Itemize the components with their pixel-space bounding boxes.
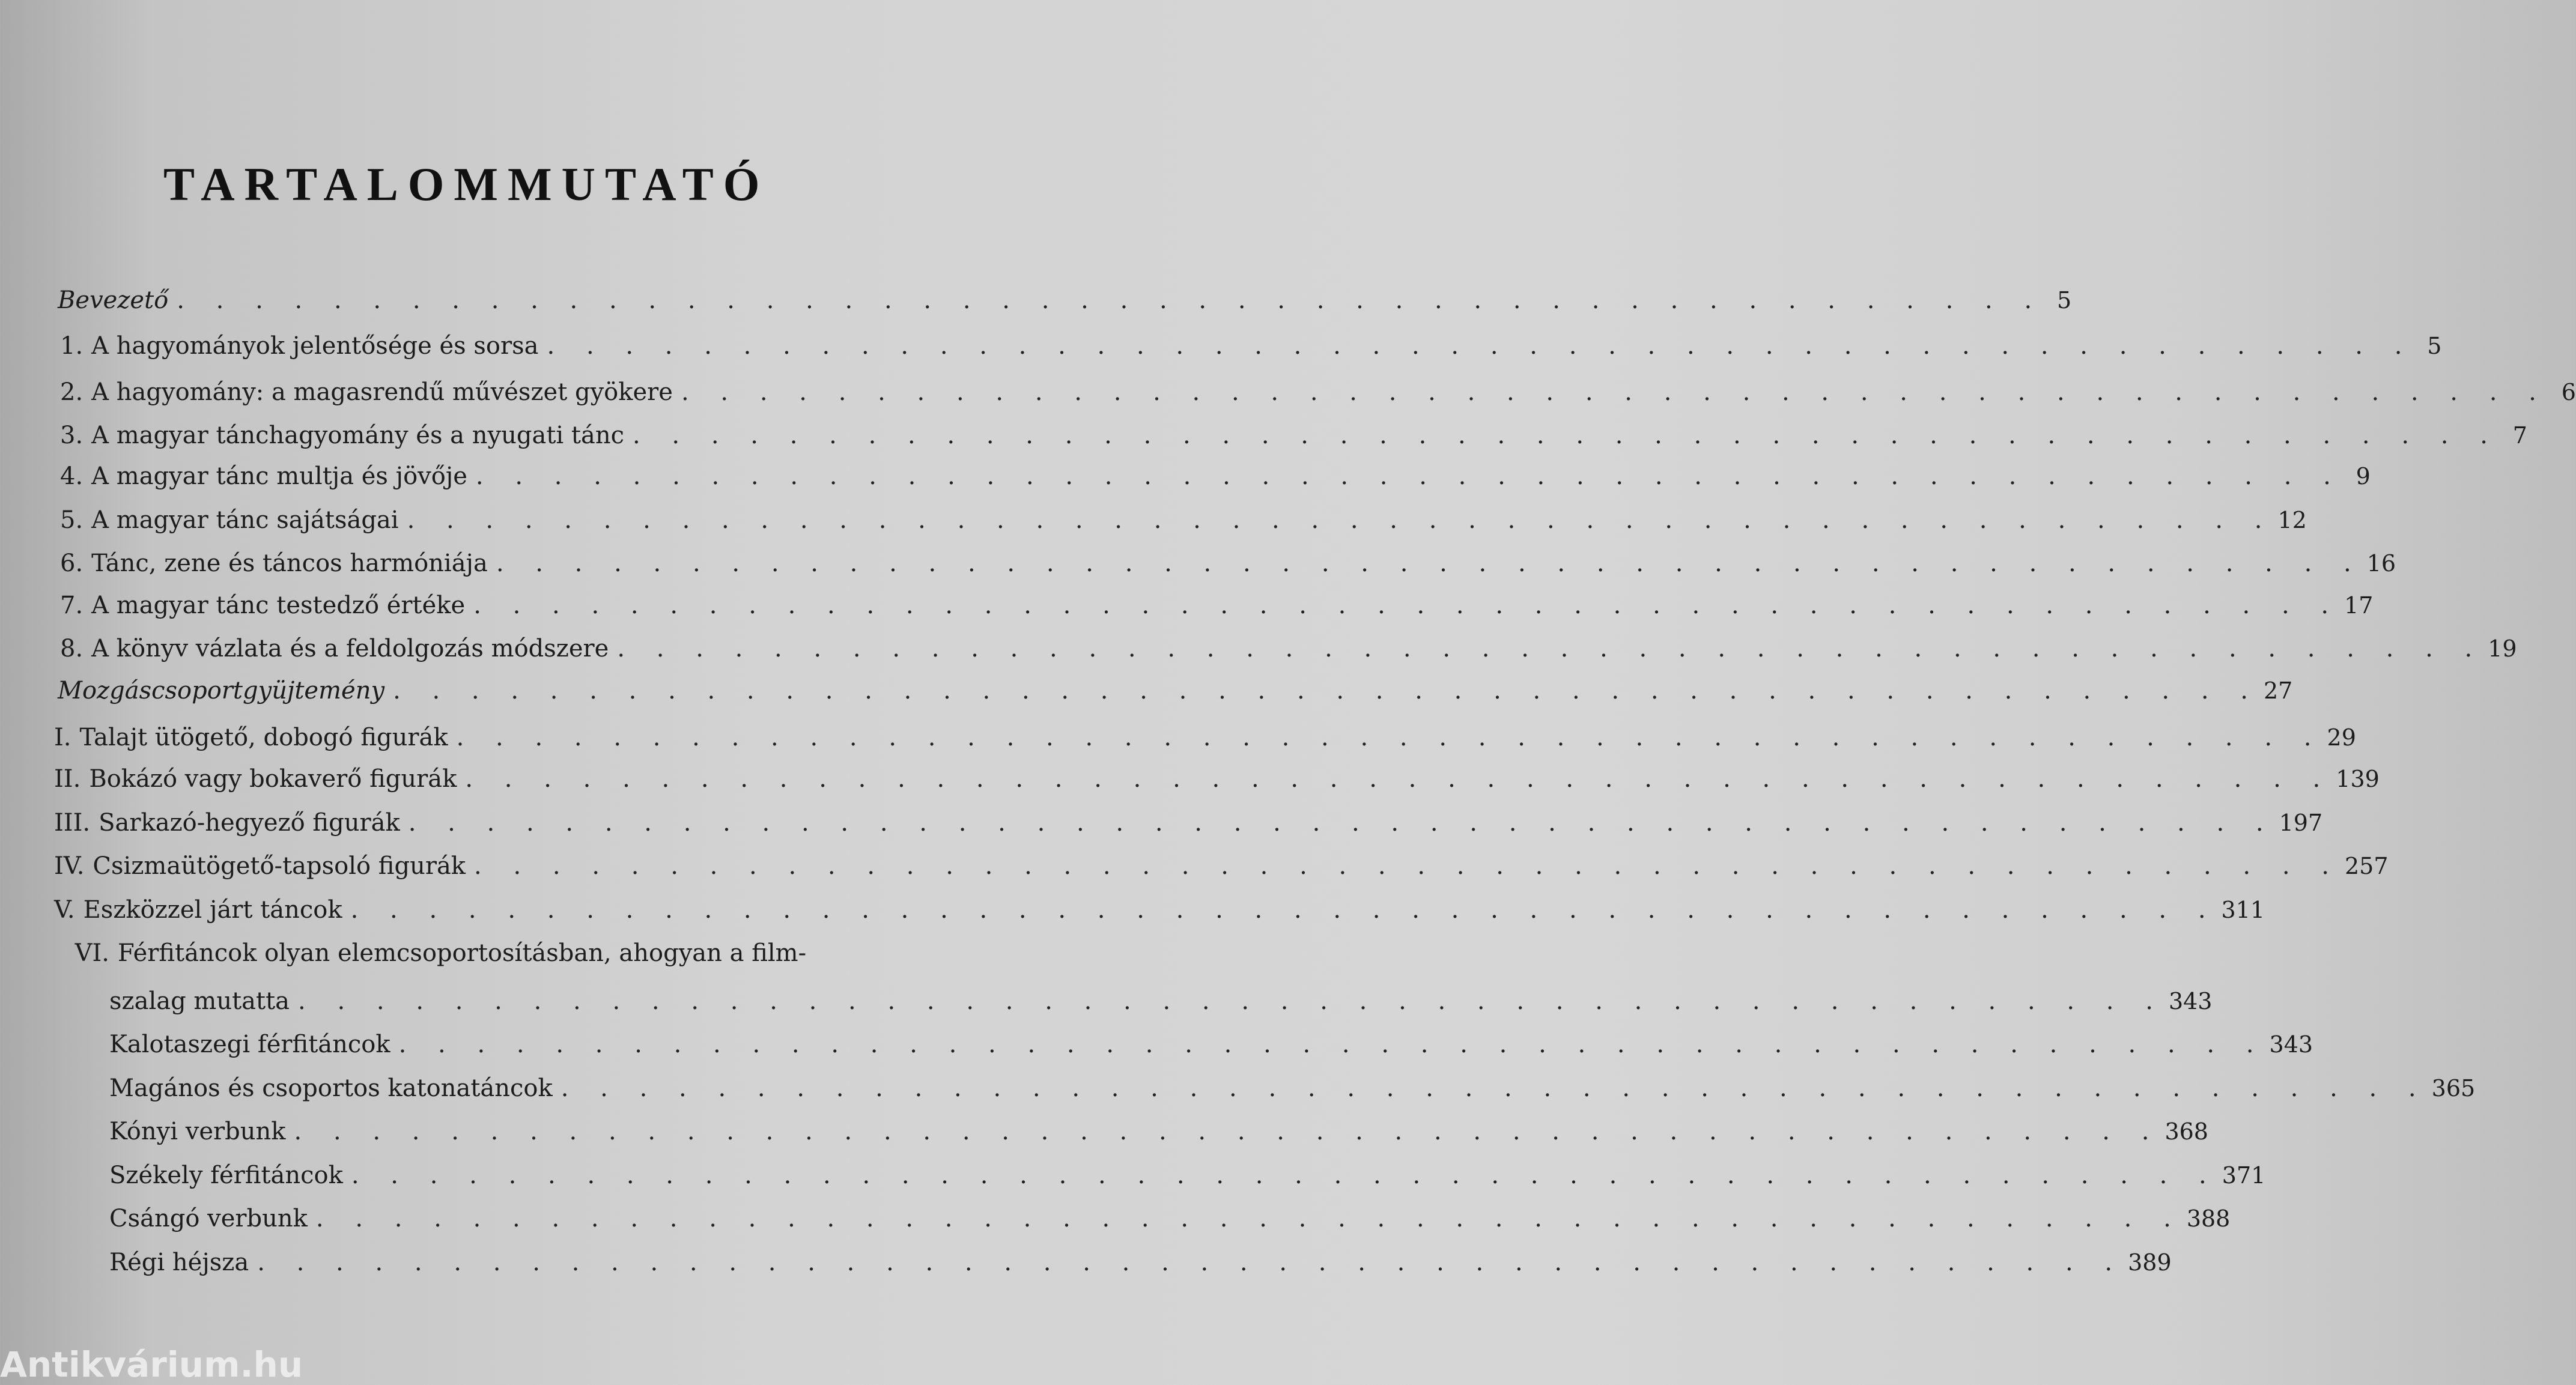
dot-leader <box>298 984 2165 1018</box>
entry-number: 5. <box>60 506 84 534</box>
entry-title: A magyar tánc testedző értéke <box>91 592 466 619</box>
toc-entry <box>0 503 2307 537</box>
entry-number: 4. <box>60 462 84 490</box>
dot-leader <box>316 1202 2183 1235</box>
page-number: 16 <box>2366 550 2396 577</box>
toc-entry <box>0 1202 2231 1235</box>
toc-entry <box>0 419 2527 452</box>
entry-title: A magyar tánchagyomány és a nyugati tánc <box>91 422 624 449</box>
dot-leader <box>294 1115 2161 1148</box>
dot-leader <box>177 283 2044 317</box>
entry-title: A hagyomány: a magasrendű művészet gyökere <box>91 378 673 406</box>
toc-entry <box>0 721 2356 754</box>
entry-title: Tánc, zene és táncos harmóniája <box>91 550 488 577</box>
entry-number: III. <box>54 809 91 837</box>
entry-title: A hagyományok jelentősége és sorsa <box>91 332 539 360</box>
entry-title: Bevezető <box>58 286 169 314</box>
entry-title: Talajt ütögető, dobogó figurák <box>79 724 448 751</box>
entry-title: Régi héjsza <box>109 1249 249 1276</box>
dot-leader <box>407 503 2274 537</box>
page-number: 27 <box>2263 677 2293 704</box>
page-number: 257 <box>2344 853 2389 879</box>
page-number: 29 <box>2327 724 2356 751</box>
page-number: 139 <box>2336 766 2380 792</box>
entry-title: Férfitáncok olyan elemcsoportosításban, ahogyan a film- <box>118 939 807 967</box>
dot-leader <box>474 849 2341 883</box>
toc-entry <box>0 1159 2266 1192</box>
page-number: 365 <box>2431 1075 2476 1102</box>
toc-entry <box>0 936 991 970</box>
entry-title: szalag mutatta <box>109 987 290 1015</box>
entry-title: Bokázó vagy bokaverő figurák <box>89 765 457 793</box>
entry-number: I. <box>54 724 71 751</box>
dot-leader <box>496 547 2363 580</box>
toc-entry <box>0 1246 2172 1279</box>
entry-title: Csizmaütögető-tapsoló figurák <box>93 852 466 880</box>
entry-title: Kónyi verbunk <box>109 1118 286 1145</box>
dot-leader <box>351 1159 2219 1192</box>
dot-leader <box>399 1028 2266 1061</box>
toc-entry <box>0 589 2374 622</box>
page-number: 343 <box>2168 988 2213 1014</box>
dot-leader <box>476 459 2343 493</box>
entry-title: A magyar tánc sajátságai <box>91 506 399 534</box>
entry-title: Mozgáscsoportgyüjtemény <box>58 677 385 705</box>
entry-number: 7. <box>60 592 84 619</box>
entry-number: 2. <box>60 378 84 406</box>
watermark: Antikvárium.hu <box>0 1344 303 1385</box>
dot-leader <box>409 806 2276 840</box>
entry-number: 6. <box>60 550 84 577</box>
entry-title: Kalotaszegi férfitáncok <box>109 1031 390 1058</box>
toc-entry <box>0 547 2396 580</box>
entry-number: 8. <box>60 635 84 662</box>
entry-title: Eszközzel járt táncok <box>83 896 342 924</box>
entry-number: IV. <box>54 852 85 880</box>
dot-leader <box>547 329 2414 363</box>
dot-leader <box>465 762 2332 796</box>
dot-leader <box>257 1246 2124 1279</box>
dot-leader <box>561 1071 2428 1105</box>
entry-title: Székely férfitáncok <box>109 1162 343 1189</box>
dot-leader <box>473 589 2341 622</box>
dot-leader <box>633 419 2500 452</box>
page-number: 12 <box>2277 507 2307 533</box>
entry-number: II. <box>54 765 81 793</box>
page-number: 388 <box>2186 1205 2231 1232</box>
entry-number: 3. <box>60 422 84 449</box>
page-number: 6 <box>2561 379 2576 405</box>
toc-entry <box>0 762 2380 796</box>
entry-number: V. <box>54 896 75 924</box>
toc-entry <box>0 283 2072 317</box>
page-number: 9 <box>2356 463 2371 489</box>
toc-entry <box>0 375 2576 409</box>
toc-entry <box>0 849 2389 883</box>
page-number: 389 <box>2128 1249 2172 1276</box>
entry-title: Sarkazó-hegyező figurák <box>99 809 400 837</box>
page-number: 19 <box>2488 635 2517 662</box>
toc-entry <box>0 893 2265 927</box>
entry-number: VI. <box>74 939 109 967</box>
entry-title: A könyv vázlata és a feldolgozás módszere <box>91 635 609 662</box>
dot-leader <box>393 674 2260 708</box>
page-title: TARTALOMMUTATÓ <box>163 158 770 210</box>
dot-leader <box>457 721 2324 754</box>
page-number: 5 <box>2056 287 2072 314</box>
entry-title: Csángó verbunk <box>109 1205 308 1232</box>
toc-entry <box>0 459 2371 493</box>
dot-leader <box>351 893 2218 927</box>
toc-entry <box>0 1028 2313 1061</box>
toc-entry <box>0 674 2293 708</box>
page-number: 371 <box>2222 1162 2266 1189</box>
page-number: 343 <box>2269 1031 2313 1058</box>
page-number: 368 <box>2164 1118 2208 1145</box>
page-number: 311 <box>2221 897 2265 923</box>
dot-leader <box>617 632 2484 665</box>
entry-title: A magyar tánc multja és jövője <box>91 462 467 490</box>
page-number: 17 <box>2344 592 2374 619</box>
toc-entry <box>0 1071 2476 1105</box>
toc-entry <box>0 329 2442 363</box>
toc-entry <box>0 984 2213 1018</box>
entry-number: 1. <box>60 332 84 360</box>
page-number: 197 <box>2279 810 2323 836</box>
toc-entry <box>0 632 2517 665</box>
toc-entry <box>0 806 2323 840</box>
page-number: 7 <box>2512 422 2527 449</box>
toc-entry <box>0 1115 2208 1148</box>
page-number: 5 <box>2427 333 2442 359</box>
dot-leader <box>681 375 2548 409</box>
entry-title: Magános és csoportos katonatáncok <box>109 1074 553 1102</box>
